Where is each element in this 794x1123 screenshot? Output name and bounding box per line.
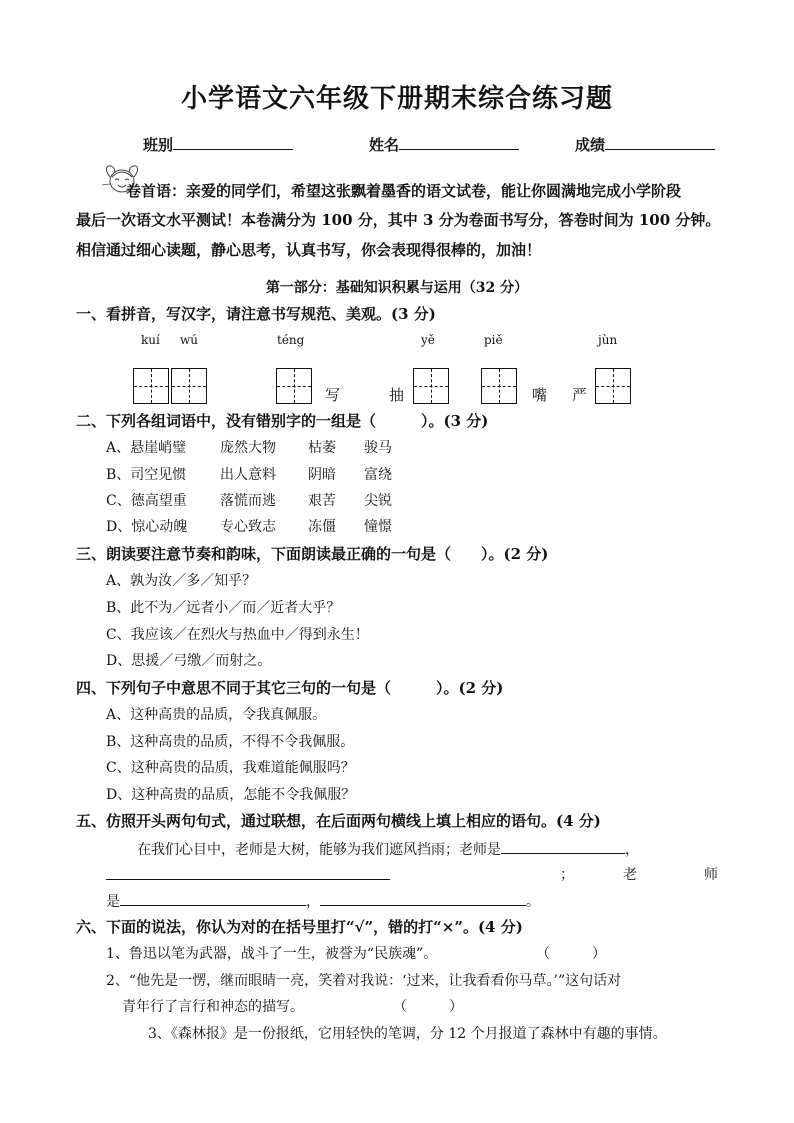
q2-option-c: C、德高望重 落慌而逃 艰苦 尖锐 <box>106 493 392 509</box>
score-label: 成绩 <box>575 136 606 154</box>
question-1-title: 一、看拼音，写汉字，请注意书写规范、美观。(3 分) <box>76 305 436 323</box>
q5-semicolon: ； <box>560 867 574 883</box>
q3-option-d: D、思援／弓缴／而射之。 <box>106 653 272 669</box>
q4-option-a: A、这种高贵的品质，令我真佩服。 <box>106 707 327 723</box>
section-heading: 第一部分：基础知识积累与运用（32 分） <box>265 280 529 296</box>
q5-line-2 <box>106 864 390 884</box>
intro-line-1: 卷首语：亲爱的同学们，希望这张飘着墨香的语文试卷，能让你圆满地完成小学阶段 <box>126 182 682 200</box>
writing-box-kui[interactable] <box>133 368 169 404</box>
q4-option-c: C、这种高贵的品质，我难道能佩服吗？ <box>106 760 355 776</box>
question-3-title: 三、朗读要注意节奏和韵味，下面朗读最正确的一句是（ ）。(2 分) <box>76 545 549 563</box>
pinyin-jun: jùn <box>598 333 618 347</box>
q6-item-1-answer[interactable]: （ ） <box>536 946 606 962</box>
pinyin-pie: piě <box>484 333 503 347</box>
pinyin-ye: yě <box>421 333 435 347</box>
q3-option-b: B、此不为／远者小／而／近者大乎？ <box>106 600 341 616</box>
q5-blank-1[interactable] <box>501 838 625 854</box>
name-label: 姓名 <box>369 136 400 154</box>
char-zui: 嘴 <box>532 386 548 404</box>
writing-box-wu[interactable] <box>171 368 207 404</box>
q2-option-d: D、惊心动魄 专心致志 冻僵 憧憬 <box>106 519 392 535</box>
q5-teacher-char-2: 师 <box>704 867 718 883</box>
q6-item-3: 3、《森林报》是一份报纸，它用轻快的笔调，分 12 个月报道了森林中有趣的事情。 <box>148 1026 667 1042</box>
q5-blank-2[interactable] <box>106 864 390 880</box>
q2-option-b: B、司空见惯 出人意料 阴暗 富绕 <box>106 467 392 483</box>
question-2-title: 二、下列各组词语中，没有错别字的一组是（ ）。(3 分) <box>76 412 489 430</box>
q6-item-2-line-2: 青年行了言行和神态的描写。 <box>122 999 304 1015</box>
class-field[interactable] <box>143 134 293 155</box>
question-5-title: 五、仿照开头两句句式，通过联想，在后面两句横线上填上相应的语句。(4 分) <box>76 812 601 830</box>
q5-blank-4[interactable] <box>320 890 526 906</box>
intro-line-2: 最后一次语文水平测试！本卷满分为 100 分，其中 3 分为卷面书写分，答卷时间为 100 分钟。 <box>76 211 721 229</box>
q6-item-2-line-1: 2、“他先是一愣，继而眼睛一亮，笑着对我说：‘过来，让我看看你马草。’”这句话对 <box>106 973 622 989</box>
q5-blank-3[interactable] <box>120 890 306 906</box>
q5-line-3: 是 ， 。 <box>106 890 540 911</box>
intro-line-3: 相信通过细心读题，静心思考，认真书写，你会表现得很棒的，加油！ <box>76 241 542 259</box>
class-blank[interactable] <box>173 134 293 150</box>
name-field[interactable] <box>369 134 519 155</box>
pinyin-kui: kuí <box>141 333 160 347</box>
q4-option-d: D、这种高贵的品质，怎能不令我佩服？ <box>106 787 356 803</box>
q2-option-a: A、悬崖峭璧 庞然大物 枯萎 骏马 <box>106 440 392 456</box>
writing-box-jun[interactable] <box>595 368 631 404</box>
char-yan: 严 <box>572 386 588 404</box>
q3-option-c: C、我应该／在烈火与热血中／得到永生！ <box>106 627 369 643</box>
question-6-title: 六、下面的说法，你认为对的在括号里打“√”，错的打“×”。(4 分) <box>76 918 523 936</box>
page-title: 小学语文六年级下册期末综合练习题 <box>180 84 613 114</box>
name-blank[interactable] <box>399 134 519 150</box>
q5-line-1: 在我们心目中，老师是大树，能够为我们遮风挡雨；老师是 ， <box>137 838 639 859</box>
q6-item-1: 1、鲁迅以笔为武器，战斗了一生，被誉为“民族魂”。 <box>106 946 438 962</box>
writing-box-ye[interactable] <box>413 368 449 404</box>
pinyin-wu: wú <box>180 333 198 347</box>
q4-option-b: B、这种高贵的品质，不得不令我佩服。 <box>106 734 355 750</box>
char-xie: 写 <box>325 386 341 404</box>
question-4-title: 四、下列句子中意思不同于其它三句的一句是（ ）。(2 分) <box>76 679 504 697</box>
q3-option-a: A、孰为汝／多／知乎？ <box>106 573 257 589</box>
q6-item-2-answer[interactable]: （ ） <box>393 999 463 1015</box>
class-label: 班别 <box>143 136 174 154</box>
q5-teacher-char-1: 老 <box>623 867 637 883</box>
score-field[interactable] <box>575 134 715 155</box>
pinyin-teng: téng <box>277 333 305 347</box>
writing-box-teng[interactable] <box>276 368 312 404</box>
score-blank[interactable] <box>605 134 715 150</box>
writing-box-pie[interactable] <box>481 368 517 404</box>
char-chou: 抽 <box>389 386 405 404</box>
